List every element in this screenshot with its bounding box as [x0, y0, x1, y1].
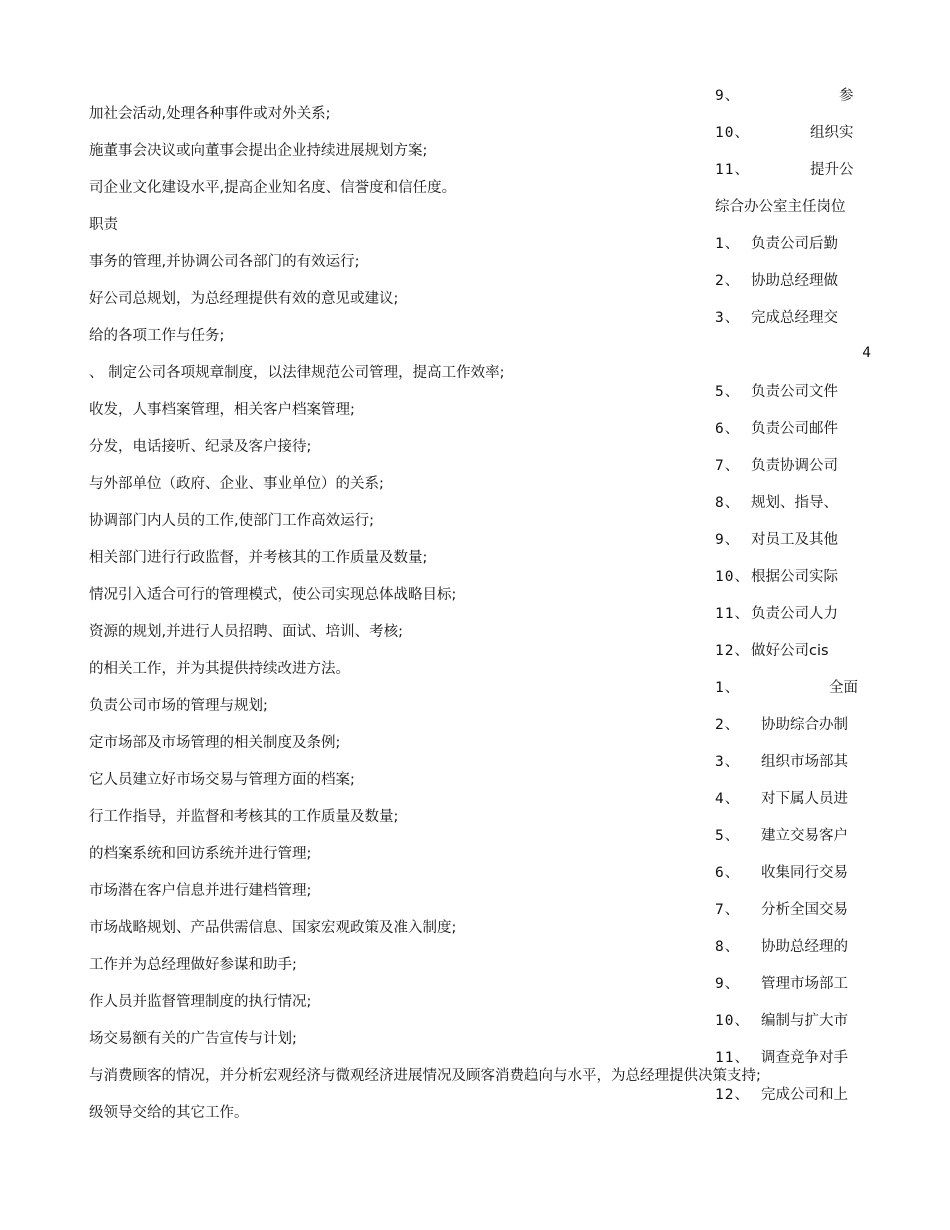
text-line: 情况引入适合可行的管理模式，使公司实现总体战略目标; — [89, 587, 457, 603]
text-line: 加社会活动,处理各种事件或对外关系; — [89, 106, 331, 122]
text-line: 、 制定公司各项规章制度，以法律规范公司管理，提高工作效率; — [89, 365, 505, 381]
item-text: 规划、指导、 — [751, 495, 838, 511]
item-text: 根据公司实际 — [751, 569, 838, 585]
text-line: 作人员并监督管理制度的执行情况; — [89, 994, 312, 1010]
item-text: 负责公司后勤 — [751, 236, 838, 252]
item-number: 3、 — [715, 754, 741, 770]
text-line: 的相关工作，并为其提供持续改进方法。 — [89, 661, 350, 677]
item-text: 建立交易客户 — [761, 828, 848, 844]
text-line: 定市场部及市场管理的相关制度及条例; — [89, 735, 341, 751]
item-number: 9、 — [715, 532, 741, 548]
numbered-item — [715, 715, 865, 752]
item-text: 参 — [839, 88, 854, 104]
item-number: 10、 — [715, 125, 750, 141]
numbered-item — [715, 1011, 865, 1048]
text-line: 与消费顾客的情况，并分析宏观经济与微观经济进展情况及顾客消费趋向与水平，为总经理提供决策支持; — [89, 1068, 761, 1084]
numbered-item — [715, 900, 865, 937]
item-number: 1、 — [715, 236, 741, 252]
numbered-item — [715, 937, 865, 974]
numbered-item — [715, 752, 865, 789]
numbered-item — [715, 160, 865, 197]
text-line: 它人员建立好市场交易与管理方面的档案; — [89, 772, 355, 788]
item-number: 2、 — [715, 273, 741, 289]
text-line: 给的各项工作与任务; — [89, 328, 225, 344]
item-text: 负责公司人力 — [751, 606, 838, 622]
numbered-item — [715, 86, 865, 123]
item-number: 1、 — [715, 680, 741, 696]
item-number: 5、 — [715, 384, 741, 400]
text-line: 司企业文化建设水平,提高企业知名度、信誉度和信任度。 — [89, 180, 457, 196]
item-text: 负责公司文件 — [751, 384, 838, 400]
item-number: 12、 — [715, 643, 750, 659]
text-line: 分发，电话接听、纪录及客户接待; — [89, 439, 312, 455]
item-number: 10、 — [715, 569, 750, 585]
numbered-item — [715, 234, 865, 271]
item-text: 负责协调公司 — [751, 458, 838, 474]
item-number: 3、 — [715, 310, 741, 326]
item-text: 组织市场部其 — [761, 754, 848, 770]
numbered-item — [715, 678, 865, 715]
item-number: 6、 — [715, 421, 741, 437]
item-text: 综合办公室主任岗位 — [715, 199, 846, 215]
numbered-item — [715, 826, 865, 863]
item-number: 7、 — [715, 458, 741, 474]
text-line: 市场战略规划、产品供需信息、国家宏观政策及准入制度; — [89, 920, 457, 936]
item-text: 对员工及其他 — [751, 532, 838, 548]
section-heading — [715, 197, 865, 234]
item-number: 4、 — [715, 791, 741, 807]
text-line: 工作并为总经理做好参谋和助手; — [89, 957, 297, 973]
text-line: 事务的管理,并协调公司各部门的有效运行; — [89, 254, 360, 270]
item-number: 11、 — [715, 606, 750, 622]
item-text: 协助总经理的 — [761, 939, 848, 955]
text-line: 级领导交给的其它工作。 — [89, 1105, 249, 1121]
numbered-item — [715, 641, 865, 678]
numbered-item — [715, 1048, 865, 1085]
item-number: 9、 — [715, 88, 741, 104]
text-line: 收发，人事档案管理，相关客户档案管理; — [89, 402, 355, 418]
text-line: 职责 — [89, 217, 118, 233]
item-number: 7、 — [715, 902, 741, 918]
item-text: 负责公司邮件 — [751, 421, 838, 437]
numbered-item — [715, 567, 865, 604]
text-line: 相关部门进行行政监督，并考核其的工作质量及数量; — [89, 550, 428, 566]
text-line: 市场潜在客户信息并进行建档管理; — [89, 883, 312, 899]
item-text: 调查竞争对手 — [761, 1050, 848, 1066]
text-line: 资源的规划,并进行人员招聘、面试、培训、考核; — [89, 624, 403, 640]
item-text: 分析全国交易 — [761, 902, 848, 918]
item-text: 做好公司cis — [751, 643, 829, 659]
numbered-item — [715, 382, 865, 419]
item-number: 11、 — [715, 1050, 750, 1066]
numbered-item — [715, 1085, 865, 1122]
item-text: 协助总经理做 — [751, 273, 838, 289]
item-number: 8、 — [715, 939, 741, 955]
numbered-item — [715, 974, 865, 1011]
item-number: 11、 — [715, 162, 750, 178]
item-text: 收集同行交易 — [761, 865, 848, 881]
numbered-item — [715, 604, 865, 641]
item-text: 协助综合办制 — [761, 717, 848, 733]
numbered-item — [715, 456, 865, 493]
numbered-item — [715, 863, 865, 900]
text-line: 协调部门内人员的工作,使部门工作高效运行; — [89, 513, 374, 529]
item-text: 全面 — [829, 680, 858, 696]
item-text: 组织实 — [810, 125, 854, 141]
text-line: 与外部单位（政府、企业、事业单位）的关系; — [89, 476, 384, 492]
item-number: 2、 — [715, 717, 741, 733]
item-text: 提升公 — [810, 162, 854, 178]
right-text-column — [715, 86, 865, 1122]
item-text: 管理市场部工 — [761, 976, 848, 992]
numbered-item — [715, 789, 865, 826]
numbered-item — [715, 530, 865, 567]
numbered-item — [715, 271, 865, 308]
text-line: 负责公司市场的管理与规划; — [89, 698, 268, 714]
item-number: 5、 — [715, 828, 741, 844]
numbered-item — [715, 123, 865, 160]
item-number: 6、 — [715, 865, 741, 881]
numbered-item — [715, 419, 865, 456]
text-line: 施董事会决议或向董事会提出企业持续进展规划方案; — [89, 143, 428, 159]
blank-line — [715, 345, 865, 382]
numbered-item — [715, 308, 865, 345]
item-text: 对下属人员进 — [761, 791, 848, 807]
text-line: 好公司总规划，为总经理提供有效的意见或建议; — [89, 291, 399, 307]
item-number: 12、 — [715, 1087, 750, 1103]
text-line: 行工作指导，并监督和考核其的工作质量及数量; — [89, 809, 399, 825]
numbered-item — [715, 493, 865, 530]
page-number: 4 — [862, 345, 871, 361]
text-line: 的档案系统和回访系统并进行管理; — [89, 846, 312, 862]
item-text: 完成公司和上 — [761, 1087, 848, 1103]
item-text: 编制与扩大市 — [761, 1013, 848, 1029]
item-number: 9、 — [715, 976, 741, 992]
item-number: 8、 — [715, 495, 741, 511]
item-text: 完成总经理交 — [751, 310, 838, 326]
text-line: 场交易额有关的广告宣传与计划; — [89, 1031, 297, 1047]
item-number: 10、 — [715, 1013, 750, 1029]
